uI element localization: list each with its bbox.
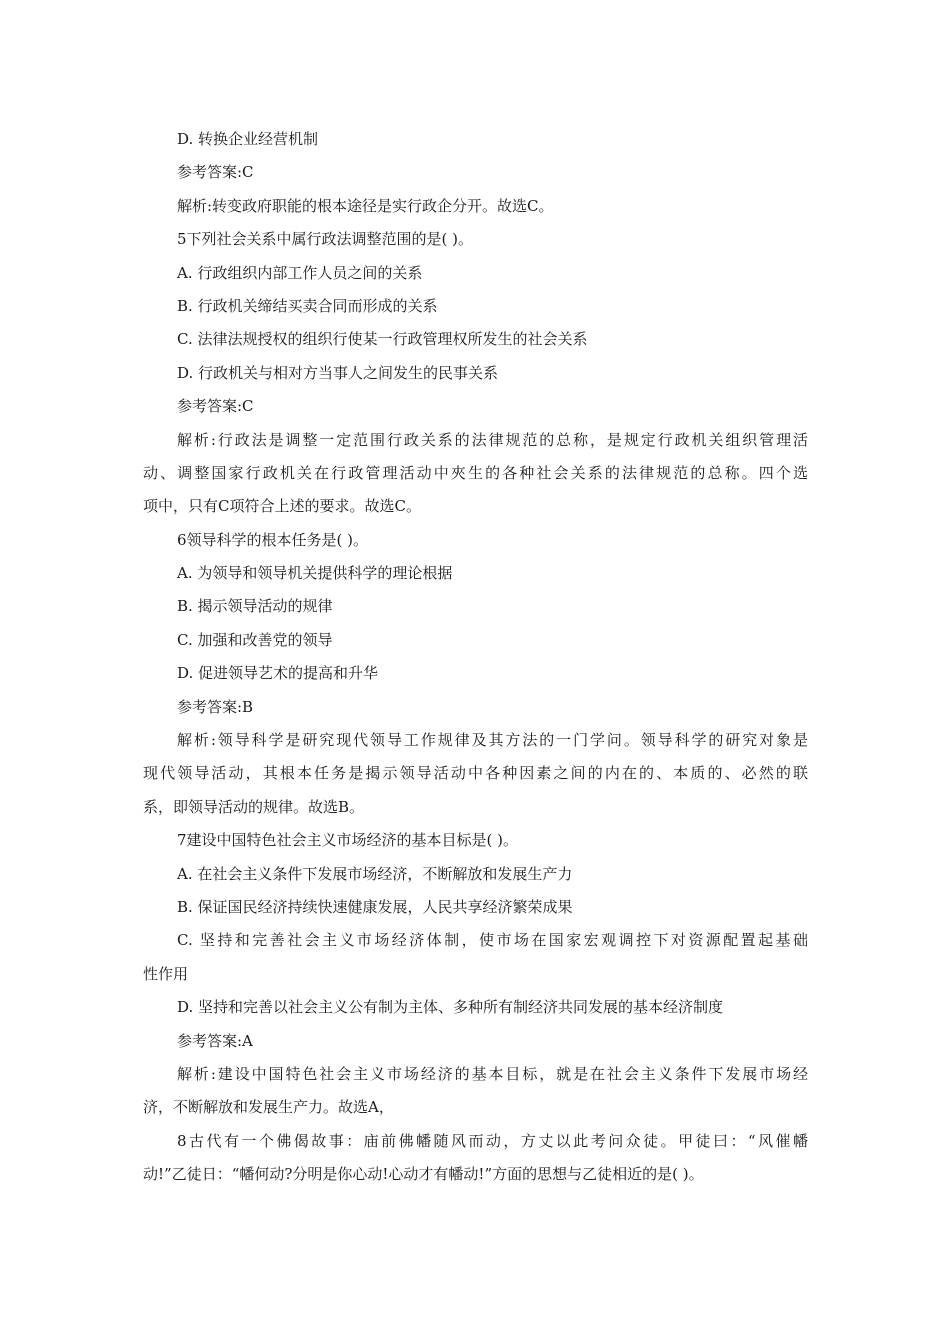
text-line: 济，不断解放和发展生产力。故选A， (143, 1098, 394, 1117)
text-line: B. 揭示领导活动的规律 (177, 597, 333, 616)
document-body (143, 123, 808, 1192)
text-line: D. 坚持和完善以社会主义公有制为主体、多种所有制经济共同发展的基本经济制度 (177, 998, 724, 1017)
text-line: 系，即领导活动的规律。故选B。 (143, 797, 365, 816)
text-line: A. 为领导和领导机关提供科学的理论根据 (177, 564, 453, 583)
text-line: 5下列社会关系中属行政法调整范围的是( )。 (177, 230, 474, 249)
text-line: 参考答案:B (177, 697, 254, 716)
text-line: B. 保证国民经济持续快速健康发展，人民共享经济繁荣成果 (177, 897, 573, 916)
text-line: D. 转换企业经营机制 (177, 130, 319, 148)
text-line: 8古代有一个佛偈故事：庙前佛幡随风而动，方丈以此考问众徒。甲徒曰：“风催幡 (177, 1131, 808, 1150)
text-line: D. 促进领导艺术的提高和升华 (177, 664, 379, 683)
text-line: 参考答案:C (177, 163, 254, 182)
text-line: B. 行政机关缔结买卖合同而形成的关系 (177, 296, 438, 315)
text-line: 7建设中国特色社会主义市场经济的基本目标是( )。 (177, 831, 519, 850)
text-line: A. 行政组织内部工作人员之间的关系 (177, 263, 423, 282)
text-line: 解析:建设中国特色社会主义市场经济的基本目标，就是在社会主义条件下发展市场经 (177, 1064, 808, 1083)
text-line: 参考答案:C (177, 397, 254, 416)
text-line: 参考答案:A (177, 1031, 253, 1050)
text-line: A. 在社会主义条件下发展市场经济，不断解放和发展生产力 (177, 864, 573, 883)
text-line: 解析:领导科学是研究现代领导工作规律及其方法的一门学问。领导科学的研究对象是 (177, 731, 808, 750)
text-line: C. 法律法规授权的组织行使某一行政管理权所发生的社会关系 (177, 330, 588, 349)
text-line: 动!”乙徒日：“幡何动?分明是你心动!心动才有幡动!”方面的思想与乙徒相近的是( )。 (143, 1165, 704, 1184)
text-line: 动、调整国家行政机关在行政管理活动中夾生的各种社会关系的法律规范的总称。四个选 (143, 463, 808, 482)
text-line: 6领导科学的根本任务是( )。 (177, 530, 369, 549)
text-line: 项中，只有C项符合上述的要求。故选C。 (143, 497, 421, 516)
text-line: C. 加强和改善党的领导 (177, 630, 333, 649)
text-line: 性作用 (143, 964, 189, 983)
text-line: 解析:行政法是调整一定范围行政关系的法律规范的总称，是规定行政机关组织管理活 (177, 430, 808, 449)
text-line: 现代领导活动，其根本任务是揭示领导活动中各种因素之间的内在的、本质的、必然的联 (143, 764, 808, 783)
text-line: D. 行政机关与相对方当事人之间发生的民事关系 (177, 363, 499, 382)
text-line: C. 坚持和完善社会主义市场经济体制，使市场在国家宏观调控下对资源配置起基础 (177, 931, 808, 950)
text-line: 解析:转变政府职能的根本途径是实行政企分开。故选C。 (177, 196, 554, 215)
